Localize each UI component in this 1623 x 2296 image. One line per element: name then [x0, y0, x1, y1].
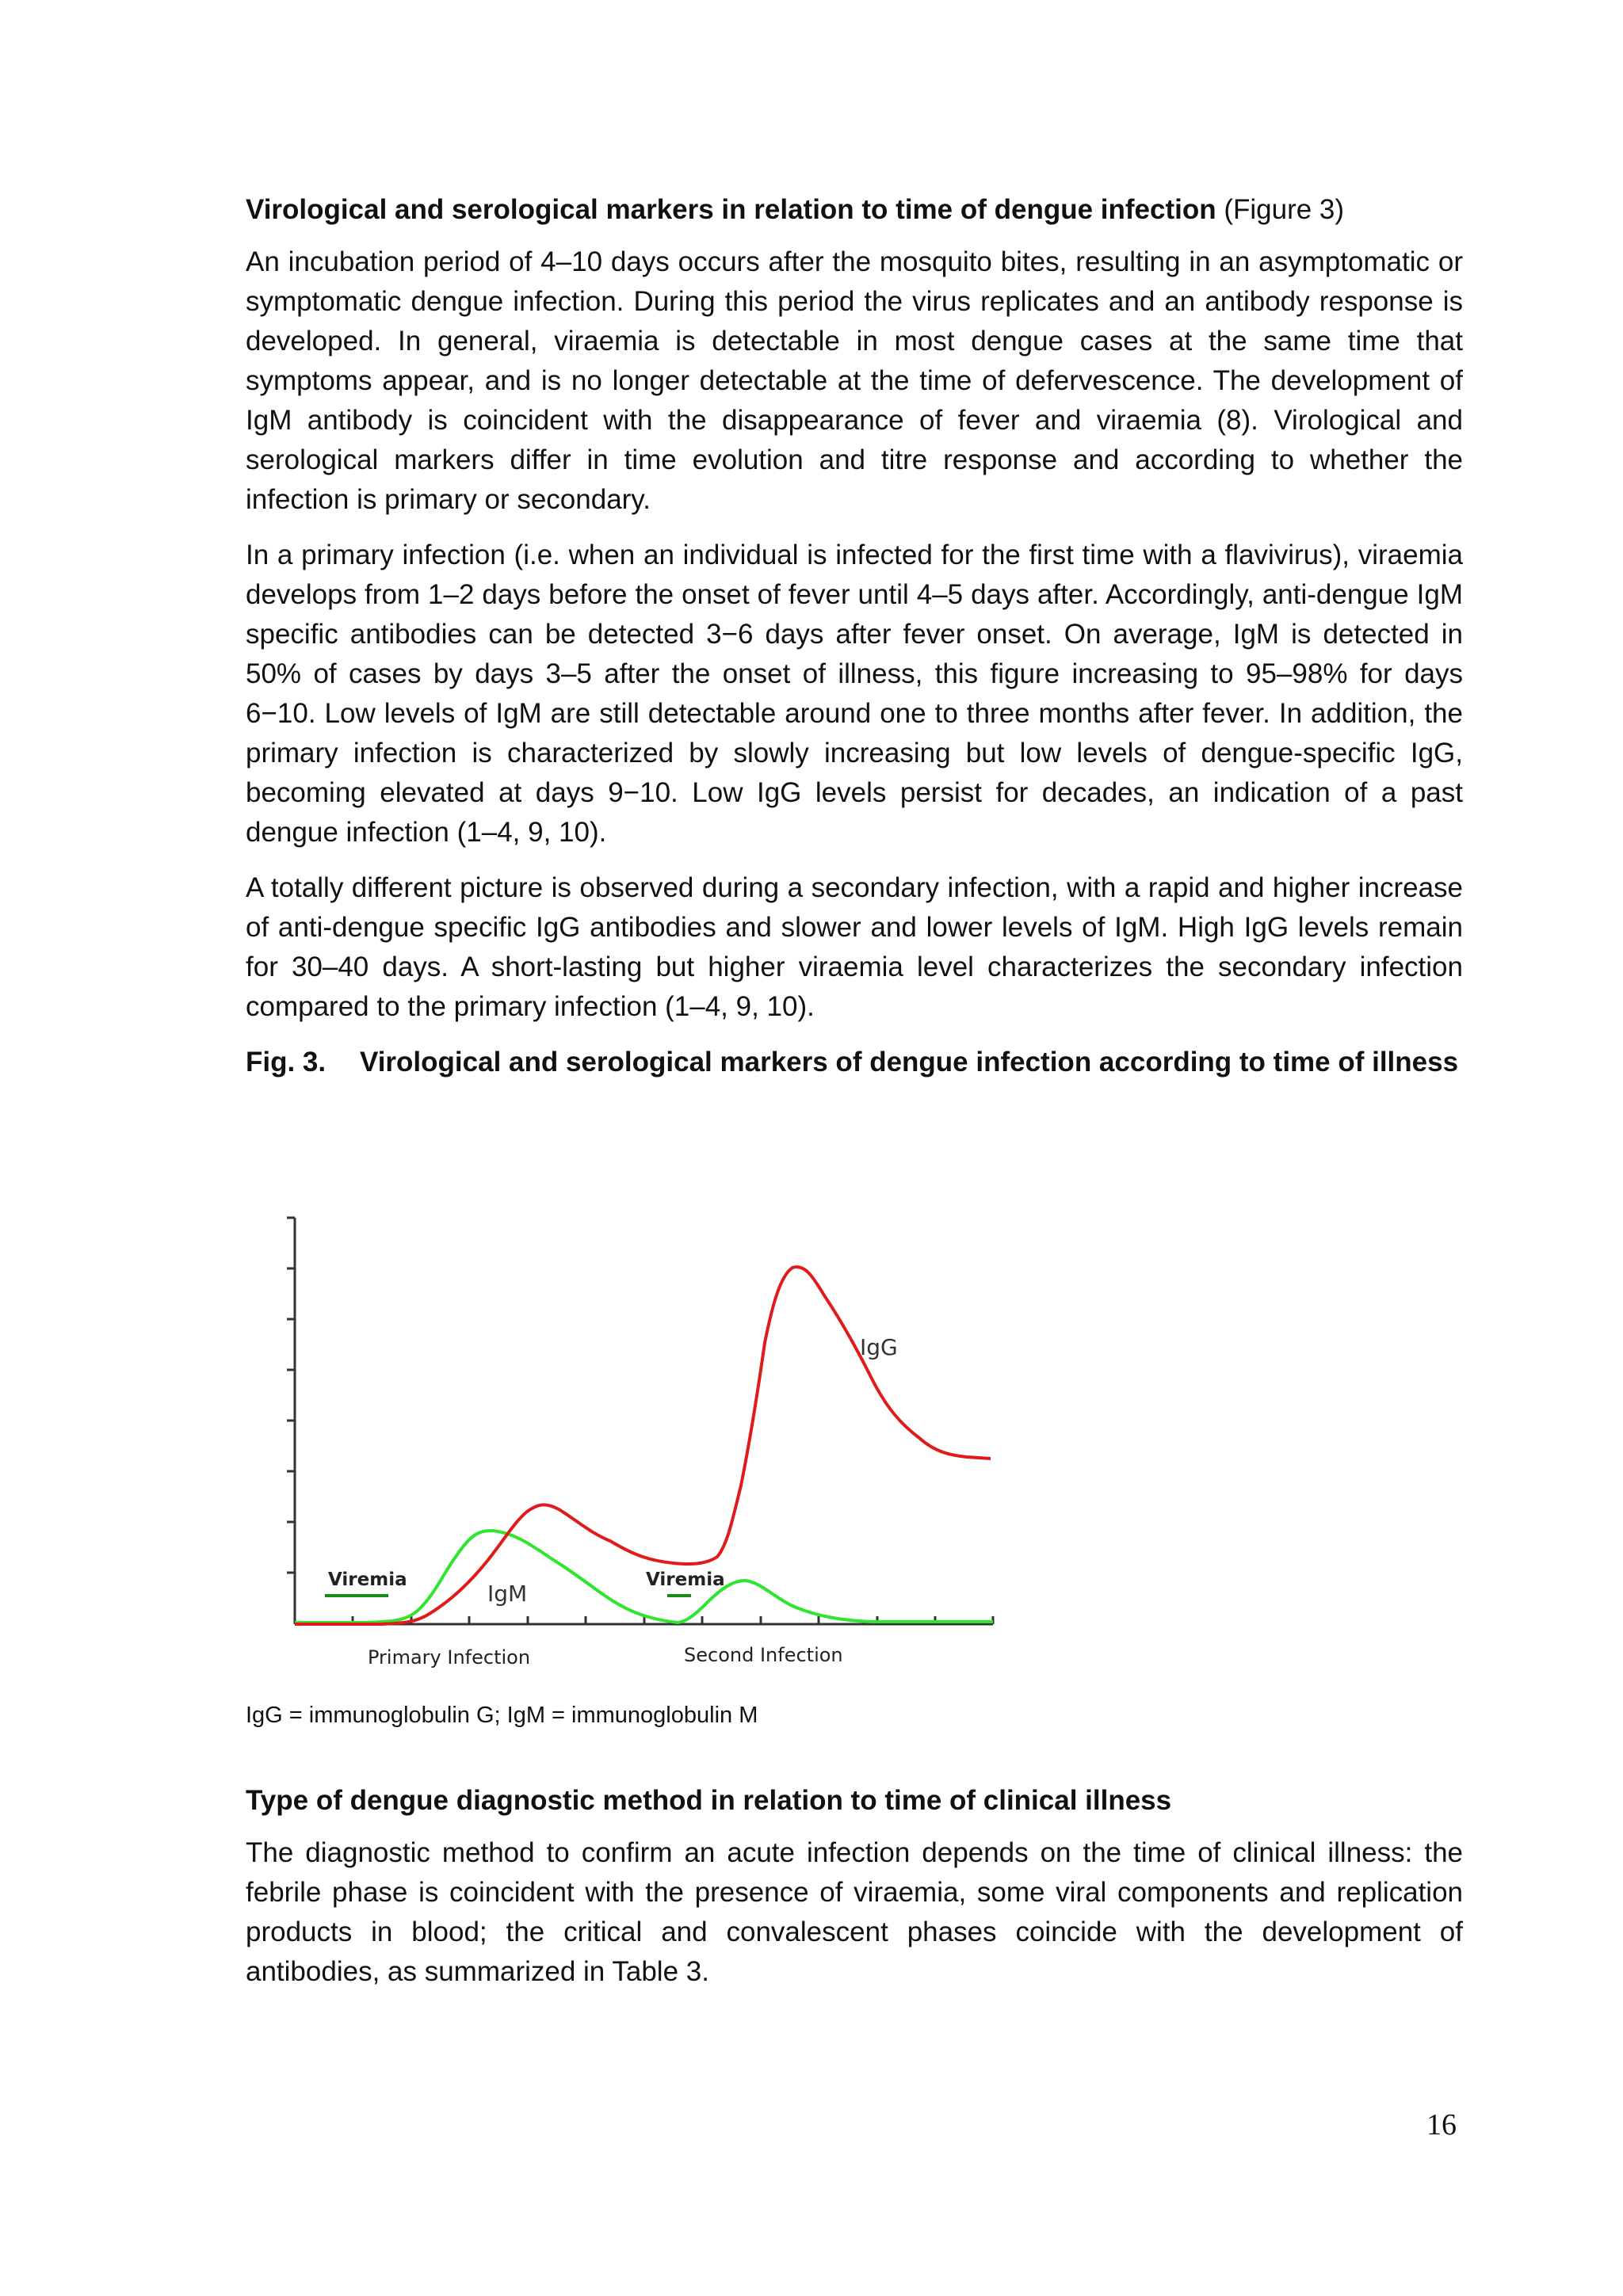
antibody-timeline-figure	[285, 1208, 1006, 1684]
diagnostic-method-section	[246, 1781, 1463, 2008]
paragraph-primary-infection: In a primary infection (i.e. when an individual is infected for the first time with a flavivirus), viraemia develops from 1–2 days before the onset of fever until 4–5 days after. Accordingly, anti-dengue IgM specific antibodies can be detected 3−6 days after fever onset. On average, IgM is detected in 50% of cases by days 3–5 after the onset of illness, this figure increasing to 95–98% for days 6−10. Low levels of IgM are still detectable around one to three months after fever. In addition, the primary infection is characterized by slowly increasing but low levels of dengue-specific IgG, becoming elevated at days 9−10. Low IgG levels persist for decades, an indication of a past dengue infection (1–4, 9, 10).	[246, 540, 1463, 848]
igm-label: IgM	[487, 1581, 528, 1607]
paragraph-incubation: An incubation period of 4–10 days occurs after the mosquito bites, resulting in an asymptomatic or symptomatic dengue infection. During this period the virus replicates and an antibody response is developed. In general, viraemia is detectable in most dengue cases at the same time that symptoms appear, and is no longer detectable at the time of defervescence. The development of IgM antibody is coincident with the disappearance of fever and viraemia (8). Virological and serological markers differ in time evolution and titre response and according to whether the infection is primary or secondary.	[246, 246, 1463, 515]
paragraph-secondary-infection: A totally different picture is observed during a secondary infection, with a rapid and higher increase of anti-dengue specific IgG antibodies and slower and lower levels of IgM. High IgG levels remain for 30–40 days. A short-lasting but higher viraemia level characterizes the secondary infection compared to the primary infection (1–4, 9, 10).	[246, 872, 1463, 1022]
figure-caption-text: Virological and serological markers of dengue infection according to time of illness	[360, 1047, 1459, 1077]
viremia-primary-label: Viremia	[328, 1569, 407, 1590]
section-heading	[246, 190, 1463, 230]
figure-footnote: IgG = immunoglobulin G; IgM = immunoglobulin M	[246, 1703, 758, 1728]
igg-label: IgG	[860, 1334, 898, 1360]
figure-number: Fig. 3.	[246, 1047, 327, 1077]
primary-infection-label: Primary Infection	[368, 1646, 531, 1669]
page-number: 16	[1426, 2108, 1457, 2142]
section2-paragraph: The diagnostic method to confirm an acute infection depends on the time of clinical illness: the febrile phase is coincident with the presence of viraemia, some viral components and replication products in blood; the critical and convalescent phases coincide with the development of antibodies, as summarized in Table 3.	[246, 1837, 1463, 1987]
section-heading-figure-ref: (Figure 3)	[1224, 194, 1345, 225]
antibody-timeline-svg	[285, 1208, 1006, 1684]
figure-caption	[246, 1043, 1463, 1082]
viremia-secondary-label: Viremia	[646, 1569, 725, 1590]
second-infection-label: Second Infection	[684, 1644, 843, 1666]
page-content	[246, 190, 1463, 1082]
section2-heading: Type of dengue diagnostic method in relation to time of clinical illness	[246, 1785, 1172, 1816]
section-heading-bold: Virological and serological markers in relation to time of dengue infection	[246, 194, 1216, 225]
